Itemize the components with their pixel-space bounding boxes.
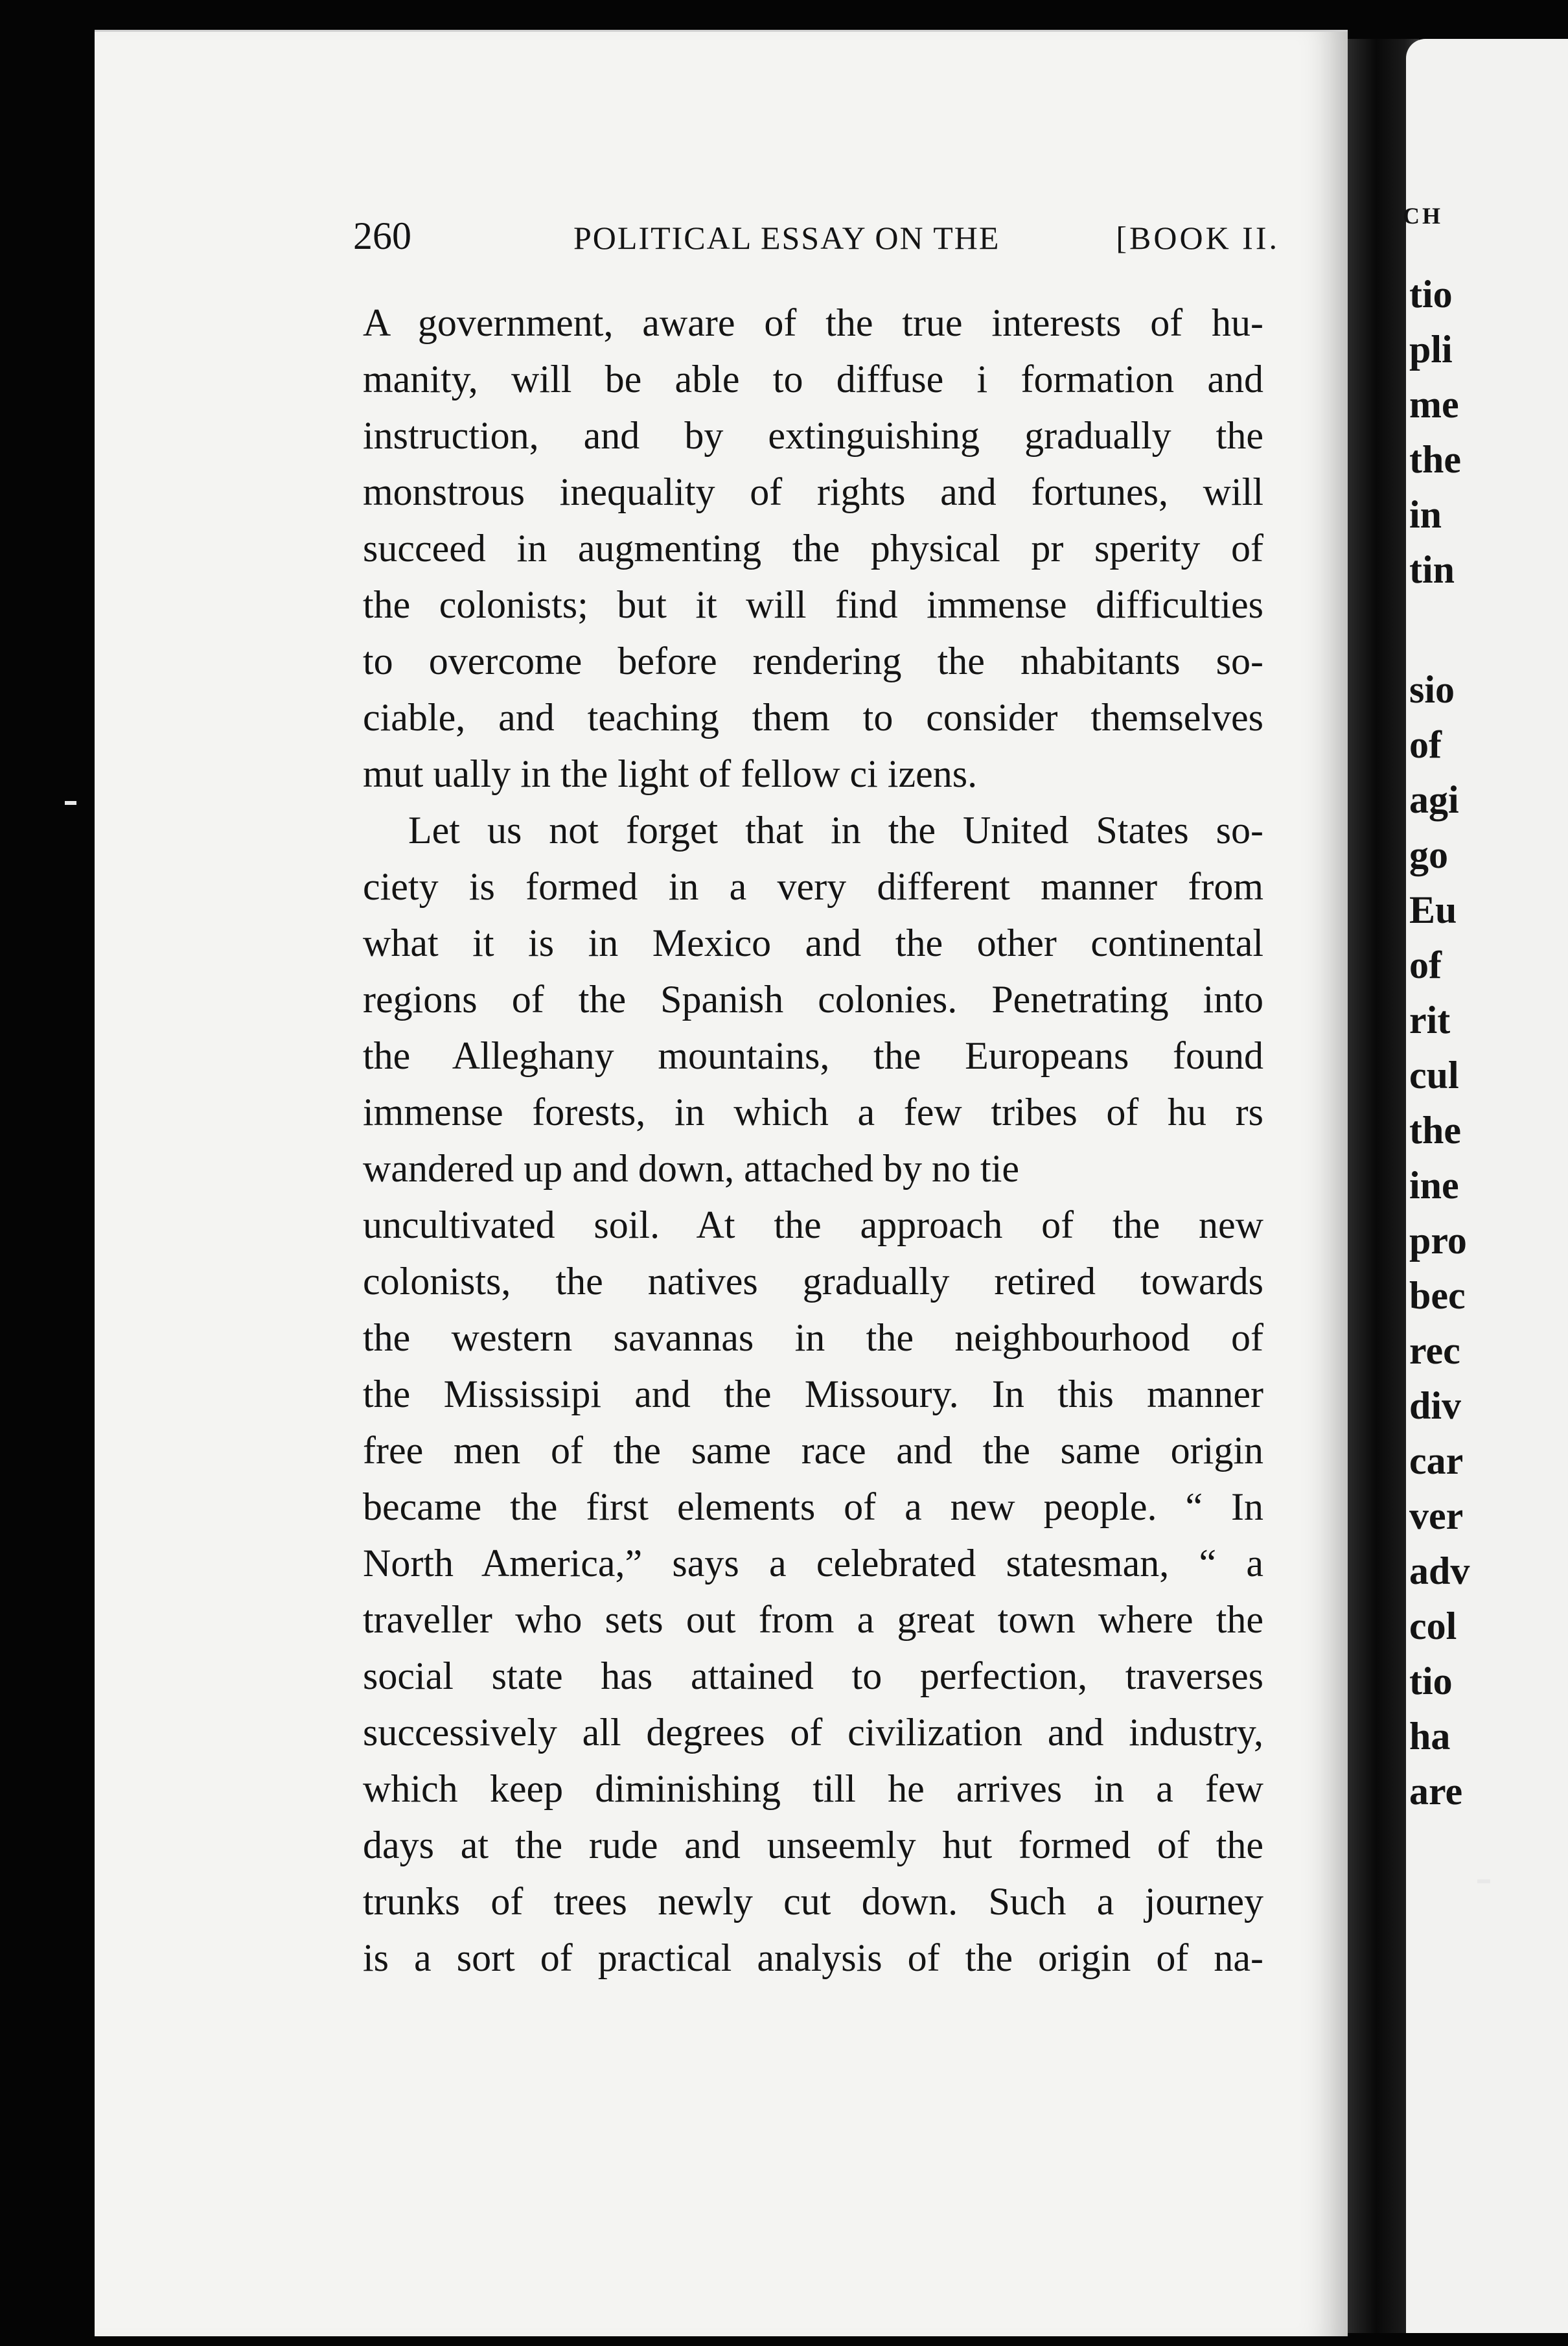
text-line: is a sort of practical analysis of the origin of na-: [363, 1936, 1263, 1979]
right-fragment: bec: [1409, 1274, 1466, 1317]
right-fragment: rit: [1409, 999, 1451, 1041]
right-fragment: col: [1409, 1605, 1457, 1647]
text-line: successively all degrees of civilization and industry,: [363, 1711, 1263, 1754]
text-line: the colonists; but it will find immense difficulties: [363, 583, 1263, 626]
running-head: [353, 214, 1280, 259]
text-line: North America,” says a celebrated statesman, “ a: [363, 1542, 1263, 1585]
text-line: wandered up and down, attached by no tie: [363, 1147, 1019, 1190]
right-fragment: tio: [1409, 273, 1453, 316]
text-line: to overcome before rendering the nhabitants so-: [363, 640, 1263, 682]
text-line: immense forests, in which a few tribes of hu rs: [363, 1091, 1263, 1133]
right-running-head: CH: [1403, 203, 1443, 229]
text-line: trunks of trees newly cut down. Such a journey: [363, 1880, 1263, 1923]
page-number: 260: [353, 215, 411, 257]
text-line: uncultivated soil. At the approach of the new: [363, 1203, 1263, 1246]
text-line: became the first elements of a new people. “ In: [363, 1485, 1263, 1528]
text-line: days at the rude and unseemly hut formed of the: [363, 1824, 1263, 1866]
right-fragment: of: [1409, 723, 1442, 766]
right-fragment: of: [1409, 944, 1442, 986]
body-text: [363, 295, 1263, 1986]
right-fragment: agi: [1409, 778, 1459, 821]
right-fragment: the: [1409, 1109, 1461, 1152]
right-fragment: are: [1409, 1770, 1463, 1813]
right-fragment: cul: [1409, 1054, 1459, 1097]
right-fragment: go: [1409, 833, 1448, 876]
right-fragment: in: [1409, 493, 1442, 536]
right-fragment: the: [1409, 438, 1461, 481]
text-line: social state has attained to perfection, traverses: [363, 1655, 1263, 1697]
text-line: ciable, and teaching them to consider themselves: [363, 696, 1263, 739]
right-fragment: tio: [1409, 1660, 1453, 1702]
text-line: free men of the same race and the same origin: [363, 1429, 1263, 1472]
text-line: instruction, and by extinguishing gradually the: [363, 414, 1263, 457]
text-line: monstrous inequality of rights and fortunes, will: [363, 470, 1263, 513]
text-line: which keep diminishing till he arrives in a few: [363, 1767, 1263, 1810]
text-line: A government, aware of the true interests of hu-: [363, 301, 1263, 344]
text-line: ciety is formed in a very different manner from: [363, 865, 1263, 908]
text-line: succeed in augmenting the physical pr sperity of: [363, 527, 1263, 570]
right-fragment: car: [1409, 1439, 1464, 1482]
right-fragment: Eu: [1409, 888, 1457, 931]
right-fragment: ine: [1409, 1164, 1459, 1207]
right-fragment: ha: [1409, 1715, 1451, 1758]
text-line: the Mississipi and the Missoury. In this manner: [363, 1373, 1263, 1415]
text-line: Let us not forget that in the United States so-: [408, 809, 1263, 852]
right-fragment: div: [1409, 1384, 1462, 1427]
right-fragment: sio: [1409, 668, 1455, 711]
right-fragment: me: [1409, 383, 1459, 426]
text-line: traveller who sets out from a great town where the: [363, 1598, 1263, 1641]
text-line: the Alleghany mountains, the Europeans found: [363, 1034, 1263, 1077]
right-fragment: pro: [1409, 1219, 1467, 1262]
right-fragment: pli: [1409, 328, 1453, 371]
right-fragment: rec: [1409, 1329, 1460, 1372]
right-fragment: adv: [1409, 1550, 1470, 1592]
right-fragment: ver: [1409, 1494, 1464, 1537]
text-line: what it is in Mexico and the other continental: [363, 922, 1263, 964]
running-head-title: POLITICAL ESSAY ON THE: [573, 220, 1000, 256]
book-marker: [BOOK II.: [1116, 220, 1280, 256]
text-line: the western savannas in the neighbourhood of: [363, 1316, 1263, 1359]
scan-speck: [1477, 1879, 1490, 1883]
text-line: colonists, the natives gradually retired towards: [363, 1260, 1263, 1303]
right-fragment: tin: [1409, 548, 1455, 591]
scan-speck: [65, 801, 76, 805]
text-line: mut ually in the light of fellow ci izens.: [363, 752, 978, 795]
text-line: regions of the Spanish colonies. Penetrating into: [363, 978, 1263, 1021]
text-line: manity, will be able to diffuse i formation and: [363, 358, 1263, 401]
